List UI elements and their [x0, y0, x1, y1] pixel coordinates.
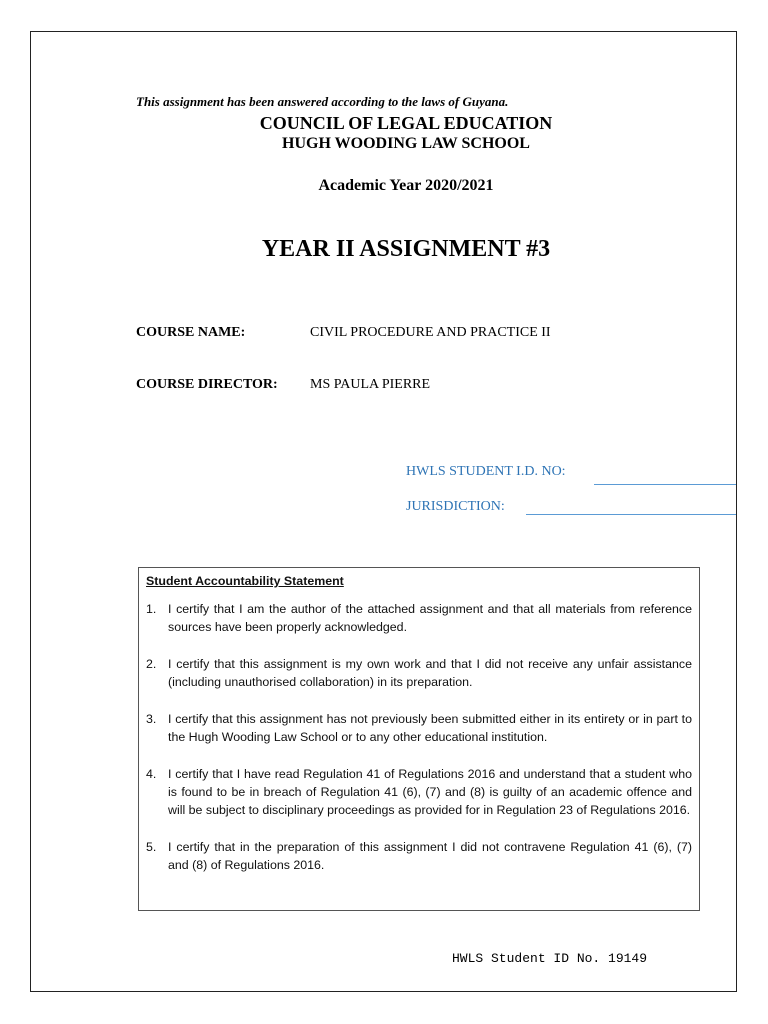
school-heading: HUGH WOODING LAW SCHOOL [282, 135, 530, 152]
footer-student-id: HWLS Student ID No. 19149 [452, 951, 648, 966]
statement-number: 2. [146, 657, 157, 671]
statement-number: 1. [146, 602, 157, 616]
student-id-label: HWLS STUDENT I.D. NO: [406, 464, 566, 479]
statement-text: I certify that I am the author of the attached assignment and that all materials from reference sources have been properly acknowledged. [168, 602, 692, 634]
statement-text: I certify that this assignment is my own work and that I did not receive any unfair assistance (including unauthorised collaboration) in its preparation. [168, 657, 692, 689]
jurisdiction-label: JURISDICTION: [406, 499, 505, 514]
statement-text: I certify that I have read Regulation 41 of Regulations 2016 and understand that a student who is found to be in breach of Regulation 41 (6), (7) and (8) is guilty of an academic offence and will be subject to disciplinary proceedings as provided for in Regulation 23 of Regulations 2016. [168, 767, 692, 817]
course-director-label: COURSE DIRECTOR: [136, 377, 278, 392]
statement-number: 4. [146, 767, 157, 781]
student-id-field[interactable] [594, 484, 736, 485]
accountability-statement-box [138, 567, 700, 911]
council-heading: COUNCIL OF LEGAL EDUCATION [259, 113, 553, 133]
academic-year: Academic Year 2020/2021 [318, 177, 494, 194]
statement-item [146, 710, 692, 746]
statement-number: 3. [146, 712, 157, 726]
statement-text: I certify that this assignment has not previously been submitted either in its entirety or in part to the Hugh Wooding Law School or to any other educational institution. [168, 712, 692, 744]
assignment-title: YEAR II ASSIGNMENT #3 [261, 236, 551, 262]
jurisdiction-note: This assignment has been answered according to the laws of Guyana. [136, 94, 509, 109]
statement-title: Student Accountability Statement [146, 574, 344, 588]
course-name-value: CIVIL PROCEDURE AND PRACTICE II [310, 325, 551, 340]
course-name-label: COURSE NAME: [136, 325, 246, 340]
statement-item [146, 600, 692, 636]
course-director-value: MS PAULA PIERRE [310, 377, 431, 392]
statement-text: I certify that in the preparation of this assignment I did not contravene Regulation 41 (6), (7) and (8) of Regulations 2016. [168, 840, 692, 872]
statement-item [146, 765, 692, 819]
statement-item [146, 838, 692, 874]
statement-item [146, 655, 692, 691]
jurisdiction-field[interactable] [526, 514, 736, 515]
statement-number: 5. [146, 840, 157, 854]
